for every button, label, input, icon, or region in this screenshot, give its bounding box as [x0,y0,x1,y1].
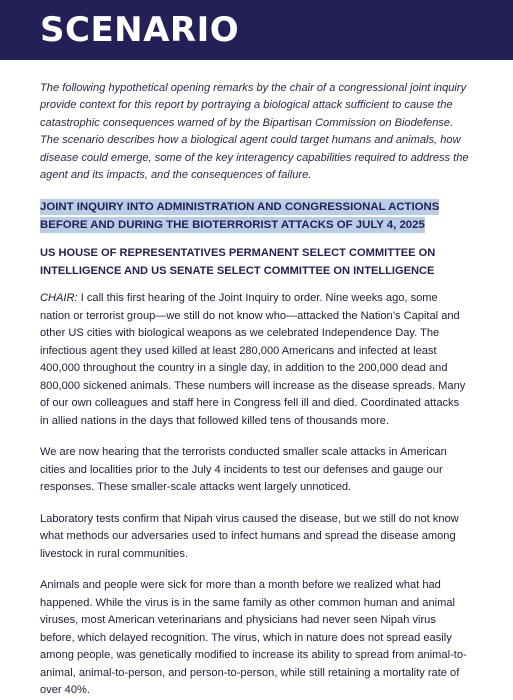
inquiry-heading-text: JOINT INQUIRY INTO ADMINISTRATION AND CONGRESSIONAL ACTIONS BEFORE AND DURING THE BIOTERRORIST ATTACKS OF JULY 4, 2025 [40,201,440,231]
committee-heading: US HOUSE OF REPRESENTATIVES PERMANENT SELECT COMMITTEE ON INTELLIGENCE AND US SENATE SELECT COMMITTEE ON INTELLIGENCE [40,247,436,277]
scenario-banner [0,0,513,60]
document-body [40,80,470,700]
banner-title: SCENARIO [40,10,240,50]
chair-paragraph-text: I call this first hearing of the Joint Inquiry to order. Nine weeks ago, some nation or terrorist group—we still do not know who—attacked the Nation’s Capital and other US cities with biological weapons as we celebrated Independence Day. The infectious agent they used killed at least 280,000 Americans and infected at least 400,000 throughout the country in a single day, in addition to the 200,000 dead and 800,000 sickened animals. These numbers will increase as the disease spreads. Many of our own colleagues and staff here in Congress fell ill and died. Coordinated attacks in allied nations in the days that followed killed tens of thousands more. [40,292,466,427]
intro-paragraph: The following hypothetical opening remarks by the chair of a congressional joint inquiry provide context for this report by portraying a biological attack sufficient to cause the catastrophic consequences warned of by the Bipartisan Commission on Biodefense. The scenario describes how a biological agent could target humans and animals, how disease could emerge, some of the key interagency capabilities required to address the agent and its impacts, and the consequences of failure. [40,82,469,182]
body-paragraph-4: Animals and people were sick for more than a month before we realized what had happened. While the virus is in the same family as other common human and animal viruses, most American veterinarians and physicians had never seen Nipah virus before, which delayed recognition. The virus, which in nature does not spread easily among people, was genetically modified to increase its ability to spread from animal-to-animal, animal-to-person, and person-to-person, while still retaining a mortality rate of over 40%. [40,579,467,697]
body-paragraph-3: Laboratory tests confirm that Nipah virus caused the disease, but we still do not know what methods our adversaries used to infect humans and spread the disease among livestock in rural communities. [40,512,459,560]
chair-paragraph [40,290,470,430]
speaker-label: CHAIR: [40,292,78,305]
inquiry-heading [40,199,470,234]
body-paragraph-2: We are now hearing that the terrorists conducted smaller scale attacks in American cities and localities prior to the July 4 incidents to test our defenses and gauge our responses. These smaller-scale attacks went largely unnoticed. [40,446,447,494]
